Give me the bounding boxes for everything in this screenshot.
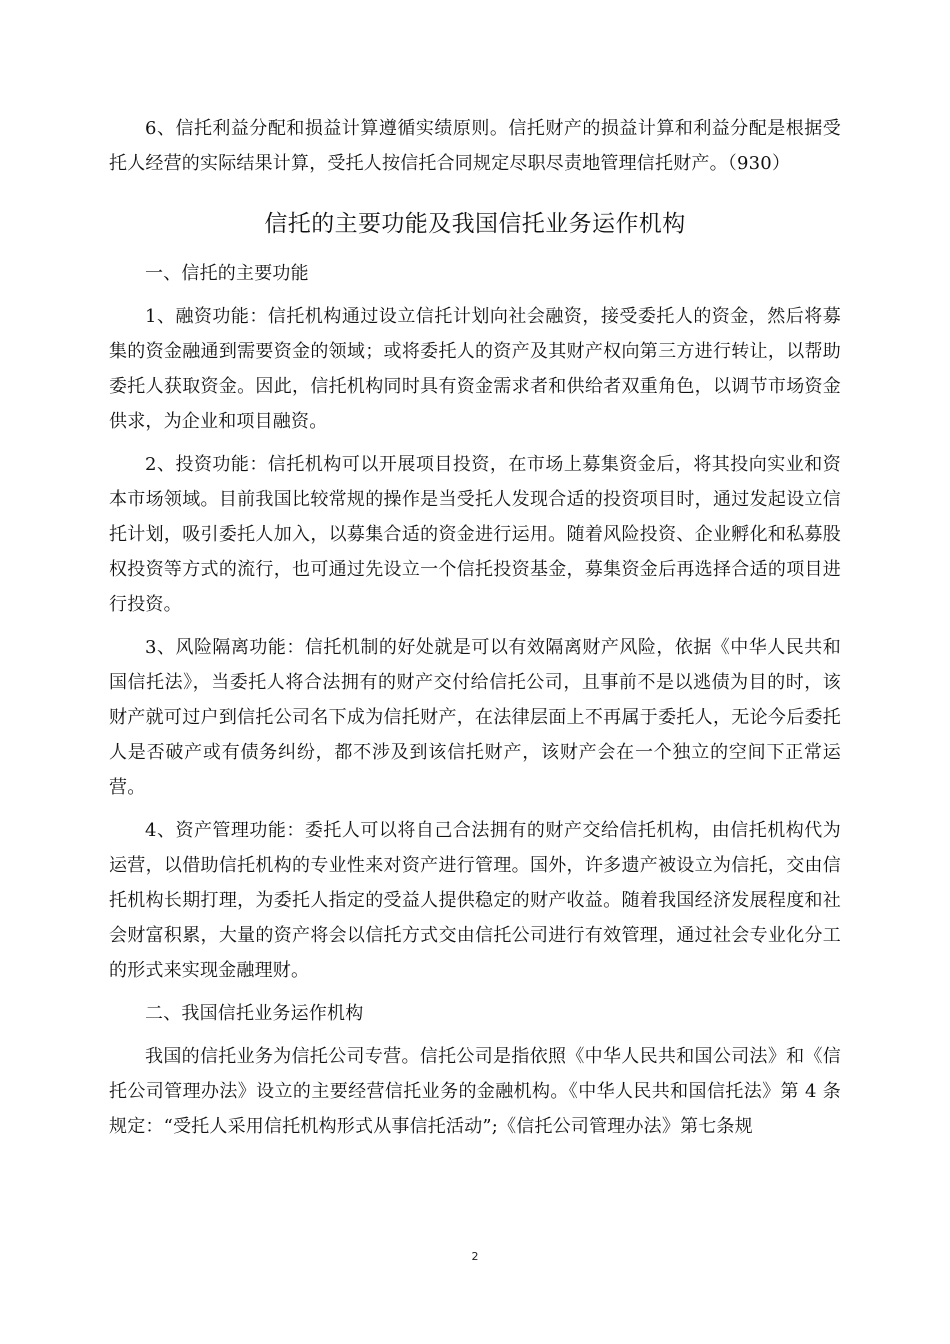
section-title-1: 一、信托的主要功能 <box>145 263 309 284</box>
section-heading: 信托的主要功能及我国信托业务运作机构 <box>264 211 686 237</box>
page-number: 2 <box>471 1250 479 1263</box>
paragraph-trust-institutions: 我国的信托业务为信托公司专营。信托公司是指依照《中华人民共和国公司法》和《信托公司管理办法》设立的主要经营信托业务的金融机构。《中华人民共和国信托法》第 4 条规定：“受托人采用信托机构形式从事信托活动”;《信托公司管理办法》第七条规 <box>109 1046 841 1137</box>
paragraph-risk-isolation: 3、风险隔离功能：信托机制的好处就是可以有效隔离财产风险，依据《中华人民共和国信托法》，当委托人将合法拥有的财产交付给信托公司，且事前不是以逃债为目的时，该财产就可过户到信托公司名下成为信托财产，在法律层面上不再属于委托人，无论今后委托人是否破产或有债务纠纷，都不涉及到该信托财产，该财产会在一个独立的空间下正常运营。 <box>109 637 841 798</box>
paragraph-financing: 1、融资功能：信托机构通过设立信托计划向社会融资，接受委托人的资金，然后将募集的资金融通到需要资金的领域；或将委托人的资产及其财产权向第三方进行转让，以帮助委托人获取资金。因此，信托机构同时具有资金需求者和供给者双重角色，以调节市场资金供求，为企业和项目融资。 <box>109 306 841 432</box>
document-body <box>109 111 841 1144</box>
section-title-2: 二、我国信托业务运作机构 <box>145 1003 364 1024</box>
paragraph-asset-management: 4、资产管理功能：委托人可以将自己合法拥有的财产交给信托机构，由信托机构代为运营，以借助信托机构的专业性来对资产进行管理。国外，许多遗产被设立为信托，交由信托机构长期打理，为委托人指定的受益人提供稳定的财产收益。随着我国经济发展程度和社会财富积累，大量的资产将会以信托方式交由信托公司进行有效管理，通过社会专业化分工的形式来实现金融理财。 <box>109 820 841 981</box>
intro-paragraph: 6、信托利益分配和损益计算遵循实绩原则。信托财产的损益计算和利益分配是根据受托人经营的实际结果计算，受托人按信托合同规定尽职尽责地管理信托财产。（930） <box>109 118 841 174</box>
paragraph-investment: 2、投资功能：信托机构可以开展项目投资，在市场上募集资金后，将其投向实业和资本市场领域。目前我国比较常规的操作是当受托人发现合适的投资项目时，通过发起设立信托计划，吸引委托人加入，以募集合适的资金进行运用。随着风险投资、企业孵化和私募股权投资等方式的流行，也可通过先设立一个信托投资基金，募集资金后再选择合适的项目进行投资。 <box>109 454 841 615</box>
